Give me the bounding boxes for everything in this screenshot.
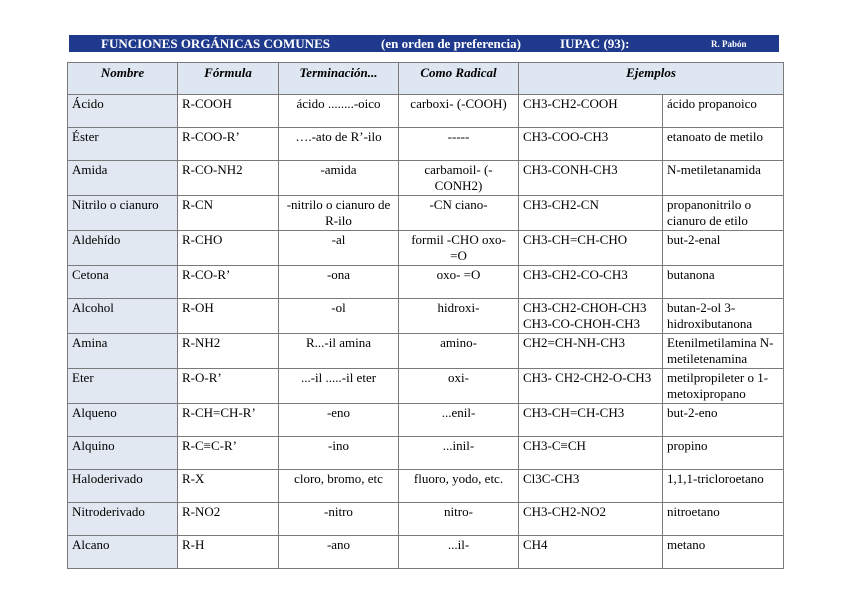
col-header-ejemplos: Ejemplos — [519, 63, 784, 95]
page-title: FUNCIONES ORGÁNICAS COMUNES — [101, 36, 330, 51]
row-example-name: nitroetano — [663, 503, 784, 536]
row-example-formula: CH4 — [519, 536, 663, 569]
row-name: Ácido — [68, 95, 178, 128]
row-example-formula: CH3-CH2-CN — [519, 196, 663, 231]
row-termination: -eno — [279, 404, 399, 437]
row-termination: -nitro — [279, 503, 399, 536]
row-radical: ...enil- — [399, 404, 519, 437]
row-name: Nitrilo o cianuro — [68, 196, 178, 231]
row-formula: R-X — [178, 470, 279, 503]
row-example-formula: CH3-CH=CH-CHO — [519, 231, 663, 266]
row-example-formula: Cl3C-CH3 — [519, 470, 663, 503]
table-row — [68, 404, 784, 437]
row-formula: R-CHO — [178, 231, 279, 266]
row-radical: ...inil- — [399, 437, 519, 470]
row-name: Alcano — [68, 536, 178, 569]
row-radical: ----- — [399, 128, 519, 161]
col-header-radical: Como Radical — [399, 63, 519, 95]
row-termination: -amida — [279, 161, 399, 196]
row-example-name: Etenilmetilamina N-metiletenamina — [663, 334, 784, 369]
row-name: Haloderivado — [68, 470, 178, 503]
row-formula: R-OH — [178, 299, 279, 334]
row-formula: R-C≡C-R’ — [178, 437, 279, 470]
row-example-name: but-2-enal — [663, 231, 784, 266]
row-radical: formil -CHO oxo- =O — [399, 231, 519, 266]
row-name: Amina — [68, 334, 178, 369]
row-example-name: butanona — [663, 266, 784, 299]
row-formula: R-O-R’ — [178, 369, 279, 404]
author-label: R. Pabón — [711, 39, 747, 49]
row-radical: oxo- =O — [399, 266, 519, 299]
row-name: Eter — [68, 369, 178, 404]
row-termination: -ona — [279, 266, 399, 299]
table-row — [68, 470, 784, 503]
row-example-name: N-metiletanamida — [663, 161, 784, 196]
row-radical: ...il- — [399, 536, 519, 569]
row-name: Amida — [68, 161, 178, 196]
row-example-formula: CH3-CH2-CHOH-CH3 CH3-CO-CHOH-CH3 — [519, 299, 663, 334]
table-row — [68, 334, 784, 369]
row-example-name: metano — [663, 536, 784, 569]
row-formula: R-CH=CH-R’ — [178, 404, 279, 437]
table-row — [68, 369, 784, 404]
row-name: Alqueno — [68, 404, 178, 437]
row-termination: -ano — [279, 536, 399, 569]
row-example-formula: CH3-CH=CH-CH3 — [519, 404, 663, 437]
row-name: Alcohol — [68, 299, 178, 334]
row-termination: cloro, bromo, etc — [279, 470, 399, 503]
functions-table — [67, 62, 784, 569]
title-banner — [69, 35, 779, 52]
table-row — [68, 161, 784, 196]
col-header-nombre: Nombre — [68, 63, 178, 95]
row-name: Cetona — [68, 266, 178, 299]
row-termination: ...-il .....-il eter — [279, 369, 399, 404]
table-row — [68, 128, 784, 161]
row-termination: -ol — [279, 299, 399, 334]
row-example-formula: CH3- CH2-CH2-O-CH3 — [519, 369, 663, 404]
row-example-name: etanoato de metilo — [663, 128, 784, 161]
row-example-formula: CH3-CH2-NO2 — [519, 503, 663, 536]
row-termination: -ino — [279, 437, 399, 470]
row-termination: -nitrilo o cianuro de R-ilo — [279, 196, 399, 231]
row-name: Alquino — [68, 437, 178, 470]
row-example-formula: CH3-CONH-CH3 — [519, 161, 663, 196]
row-example-name: metilpropileter o 1-metoxipropano — [663, 369, 784, 404]
row-radical: nitro- — [399, 503, 519, 536]
row-formula: R-CO-R’ — [178, 266, 279, 299]
table-row — [68, 196, 784, 231]
row-radical: carbamoil- (-CONH2) — [399, 161, 519, 196]
row-example-name: propanonitrilo o cianuro de etilo — [663, 196, 784, 231]
row-example-name: but-2-eno — [663, 404, 784, 437]
table-row — [68, 266, 784, 299]
row-example-formula: CH3-C≡CH — [519, 437, 663, 470]
row-example-formula: CH3-CH2-COOH — [519, 95, 663, 128]
row-example-name: propino — [663, 437, 784, 470]
row-formula: R-COOH — [178, 95, 279, 128]
row-formula: R-NH2 — [178, 334, 279, 369]
table-row — [68, 437, 784, 470]
row-example-formula: CH2=CH-NH-CH3 — [519, 334, 663, 369]
row-termination: -al — [279, 231, 399, 266]
row-termination: ácido ........-oico — [279, 95, 399, 128]
table-row — [68, 231, 784, 266]
table-row — [68, 299, 784, 334]
row-name: Éster — [68, 128, 178, 161]
row-radical: carboxi- (-COOH) — [399, 95, 519, 128]
row-formula: R-CO-NH2 — [178, 161, 279, 196]
row-radical: amino- — [399, 334, 519, 369]
row-radical: oxi- — [399, 369, 519, 404]
table-row — [68, 503, 784, 536]
row-example-formula: CH3-COO-CH3 — [519, 128, 663, 161]
row-formula: R-H — [178, 536, 279, 569]
col-header-formula: Fórmula — [178, 63, 279, 95]
table-row — [68, 95, 784, 128]
row-name: Aldehído — [68, 231, 178, 266]
row-formula: R-CN — [178, 196, 279, 231]
row-termination: R...-il amina — [279, 334, 399, 369]
table-header-row — [68, 63, 784, 95]
col-header-terminacion: Terminación... — [279, 63, 399, 95]
row-formula: R-COO-R’ — [178, 128, 279, 161]
row-example-formula: CH3-CH2-CO-CH3 — [519, 266, 663, 299]
row-radical: -CN ciano- — [399, 196, 519, 231]
standard-label: IUPAC (93): — [560, 36, 630, 51]
row-name: Nitroderivado — [68, 503, 178, 536]
row-termination: ….-ato de R’-ilo — [279, 128, 399, 161]
row-radical: hidroxi- — [399, 299, 519, 334]
row-radical: fluoro, yodo, etc. — [399, 470, 519, 503]
row-example-name: 1,1,1-tricloroetano — [663, 470, 784, 503]
row-example-name: ácido propanoico — [663, 95, 784, 128]
table-row — [68, 536, 784, 569]
row-example-name: butan-2-ol 3-hidroxibutanona — [663, 299, 784, 334]
page-subtitle: (en orden de preferencia) — [381, 36, 521, 51]
row-formula: R-NO2 — [178, 503, 279, 536]
